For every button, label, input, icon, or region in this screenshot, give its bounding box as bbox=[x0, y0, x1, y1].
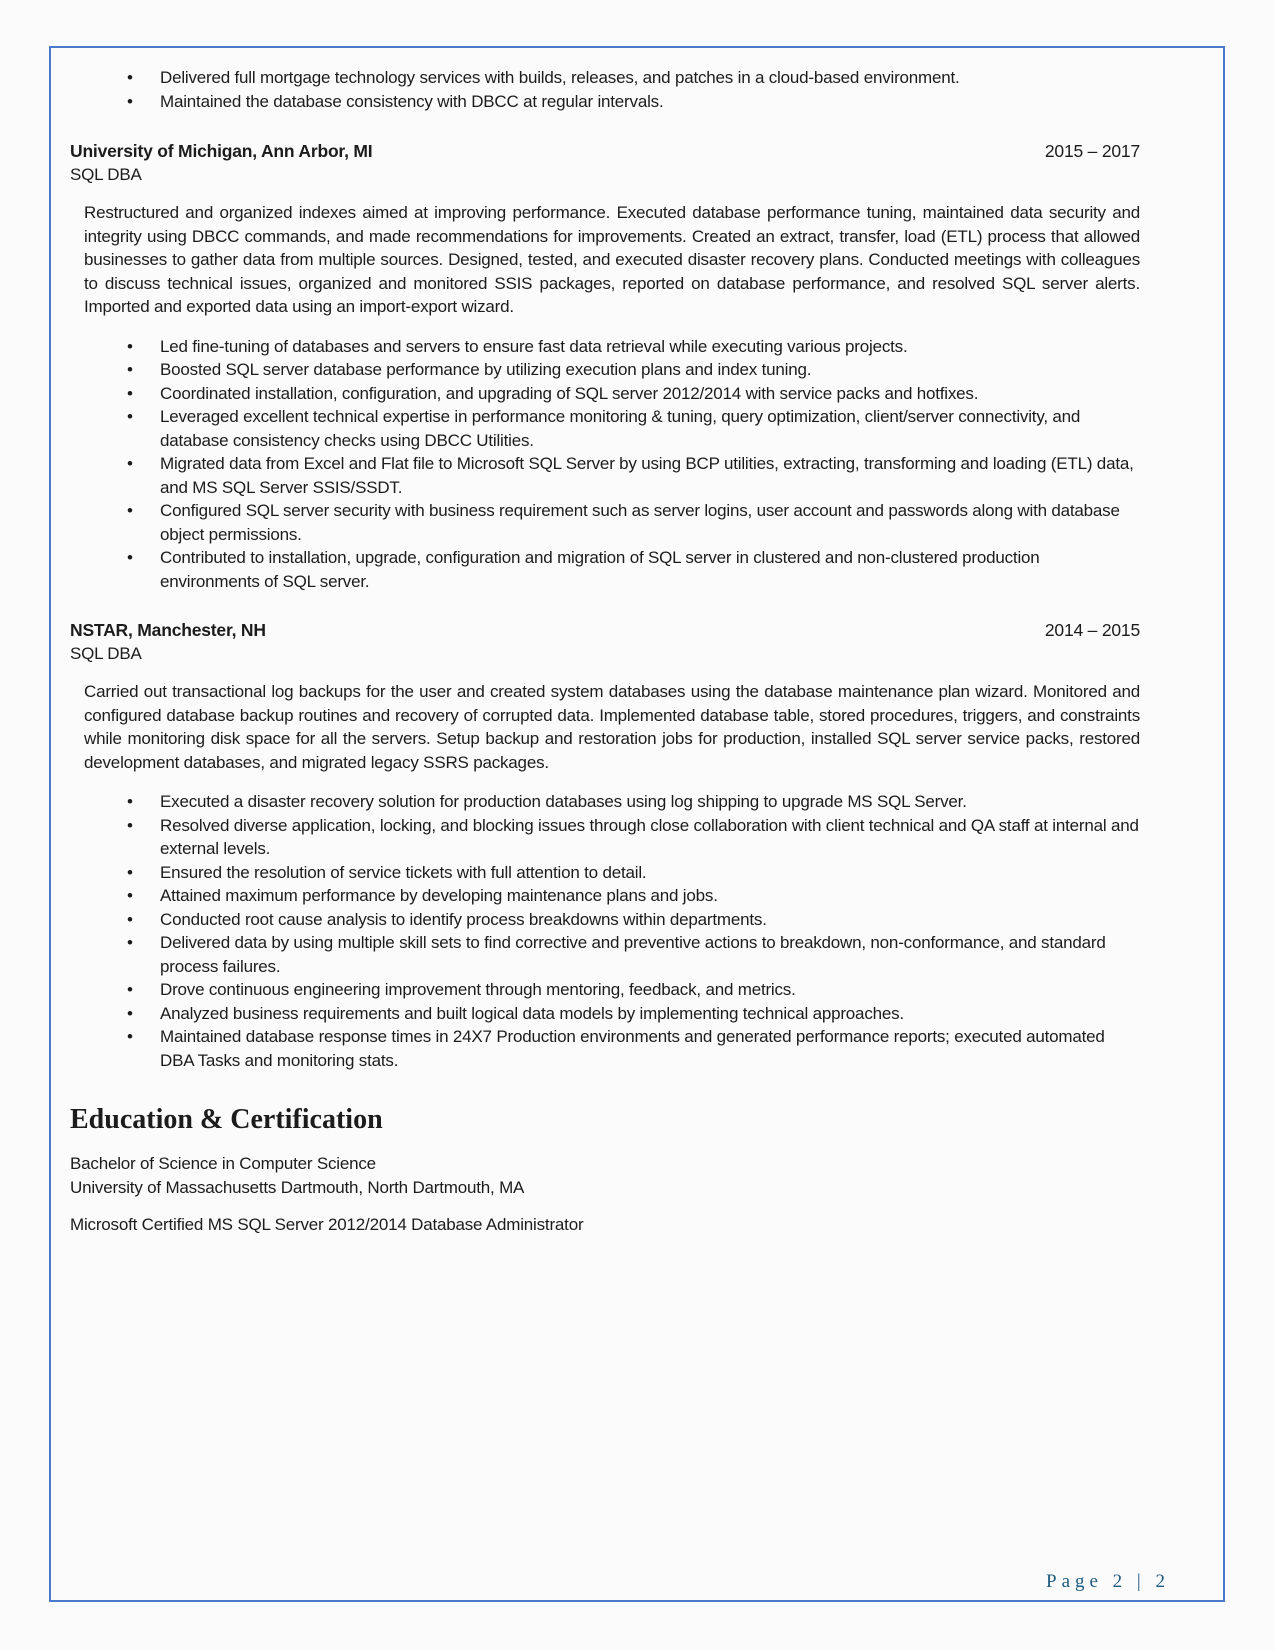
list-item bbox=[160, 1002, 1140, 1026]
continuation-bullet-list bbox=[70, 66, 1140, 113]
bullet-text: Attained maximum performance by developing maintenance plans and jobs. bbox=[160, 886, 718, 905]
bullet-text: Configured SQL server security with business requirement such as server logins, user account and passwords along with database object permissions. bbox=[160, 501, 1120, 544]
list-item bbox=[160, 861, 1140, 885]
job-header bbox=[70, 140, 1140, 163]
list-item bbox=[160, 1025, 1140, 1072]
bullet-text: Boosted SQL server database performance by utilizing execution plans and index tuning. bbox=[160, 360, 812, 379]
page-number: Page 2 | 2 bbox=[1046, 1571, 1170, 1592]
job-header bbox=[70, 619, 1140, 642]
employment-dates: 2015 – 2017 bbox=[1044, 141, 1140, 161]
bullet-text: Coordinated installation, configuration, and upgrading of SQL server 2012/2014 with service packs and hotfixes. bbox=[160, 383, 979, 403]
bullet-text: Analyzed business requirements and built logical data models by implementing technical approaches. bbox=[160, 1003, 904, 1023]
list-item bbox=[160, 978, 1140, 1002]
employer-name: University of Michigan, Ann Arbor, MI bbox=[70, 141, 373, 161]
employer-name: NSTAR, Manchester, NH bbox=[70, 620, 266, 640]
list-item bbox=[160, 546, 1140, 593]
list-item bbox=[160, 790, 1140, 814]
list-item bbox=[160, 931, 1140, 978]
bullet-text: Conducted root cause analysis to identify process breakdowns within departments. bbox=[160, 909, 767, 929]
bullet-text: Delivered data by using multiple skill sets to find corrective and preventive actions to breakdown, non-conformance, and standard process failures. bbox=[160, 933, 1106, 976]
job-bullet-list bbox=[70, 335, 1140, 594]
section-heading: Education & Certification bbox=[70, 1104, 383, 1135]
list-item bbox=[160, 884, 1140, 908]
resume-content bbox=[70, 66, 1140, 1237]
bullet-text: Contributed to installation, upgrade, configuration and migration of SQL server in clustered and non-clustered production environments of SQL server. bbox=[160, 548, 1040, 591]
list-item bbox=[160, 405, 1140, 452]
list-item bbox=[160, 908, 1140, 932]
job-title: SQL DBA bbox=[70, 165, 142, 184]
bullet-text: Maintained database response times in 24X7 Production environments and generated performance reports; executed automated DBA Tasks and monitoring stats. bbox=[160, 1027, 1105, 1070]
bullet-text: Ensured the resolution of service tickets with full attention to detail. bbox=[160, 862, 647, 882]
bullet-text: Drove continuous engineering improvement through mentoring, feedback, and metrics. bbox=[160, 980, 796, 999]
bullet-text: Migrated data from Excel and Flat file to Microsoft SQL Server by using BCP utilities, extracting, transforming and loading (ETL) data, and MS SQL Server SSIS/SSDT. bbox=[160, 454, 1134, 497]
school-line: University of Massachusetts Dartmouth, North Dartmouth, MA bbox=[70, 1177, 525, 1197]
certification-line: Microsoft Certified MS SQL Server 2012/2014 Database Administrator bbox=[70, 1215, 584, 1234]
list-item bbox=[160, 335, 1140, 359]
job-section-university-of-michigan bbox=[70, 140, 1140, 593]
list-item bbox=[160, 452, 1140, 499]
job-section-nstar bbox=[70, 619, 1140, 1072]
job-title: SQL DBA bbox=[70, 644, 142, 663]
job-summary: Carried out transactional log backups for the user and created system databases using the database maintenance plan wizard. Monitored and configured database backup routines and recovery of corrupted data. Implemented database table, stored procedures, triggers, and constraints while monitoring disk space for all the servers. Setup backup and restoration jobs for production, installed SQL server service packs, restored development databases, and migrated legacy SSRS packages. bbox=[84, 682, 1140, 772]
bullet-text: Executed a disaster recovery solution for production databases using log shipping to upgrade MS SQL Server. bbox=[160, 792, 967, 811]
degree-line: Bachelor of Science in Computer Science bbox=[70, 1154, 376, 1173]
education-certification-section bbox=[70, 1103, 1140, 1237]
list-item bbox=[160, 66, 1140, 90]
bullet-text: Delivered full mortgage technology services with builds, releases, and patches in a cloud-based environment. bbox=[160, 68, 960, 87]
list-item bbox=[160, 358, 1140, 382]
bullet-text: Maintained the database consistency with DBCC at regular intervals. bbox=[160, 91, 664, 111]
list-item bbox=[160, 499, 1140, 546]
employment-dates: 2014 – 2015 bbox=[1044, 620, 1140, 640]
job-summary: Restructured and organized indexes aimed at improving performance. Executed database performance tuning, maintained data security and integrity using DBCC commands, and made recommendations for improvements. Created an extract, transfer, load (ETL) process that allowed businesses to gather data from multiple sources. Designed, tested, and executed disaster recovery plans. Conducted meetings with colleagues to discuss technical issues, organized and monitored SSIS packages, reported on database performance, and resolved SQL server alerts. Imported and exported data using an import-export wizard. bbox=[84, 203, 1140, 316]
list-item bbox=[160, 382, 1140, 406]
list-item bbox=[160, 814, 1140, 861]
bullet-text: Leveraged excellent technical expertise in performance monitoring & tuning, query optimization, client/server connectivity, and database consistency checks using DBCC Utilities. bbox=[160, 407, 1081, 450]
bullet-text: Resolved diverse application, locking, and blocking issues through close collaboration with client technical and QA staff at internal and external levels. bbox=[160, 815, 1139, 858]
bullet-text: Led fine-tuning of databases and servers to ensure fast data retrieval while executing various projects. bbox=[160, 336, 908, 356]
job-bullet-list bbox=[70, 790, 1140, 1072]
list-item bbox=[160, 90, 1140, 114]
